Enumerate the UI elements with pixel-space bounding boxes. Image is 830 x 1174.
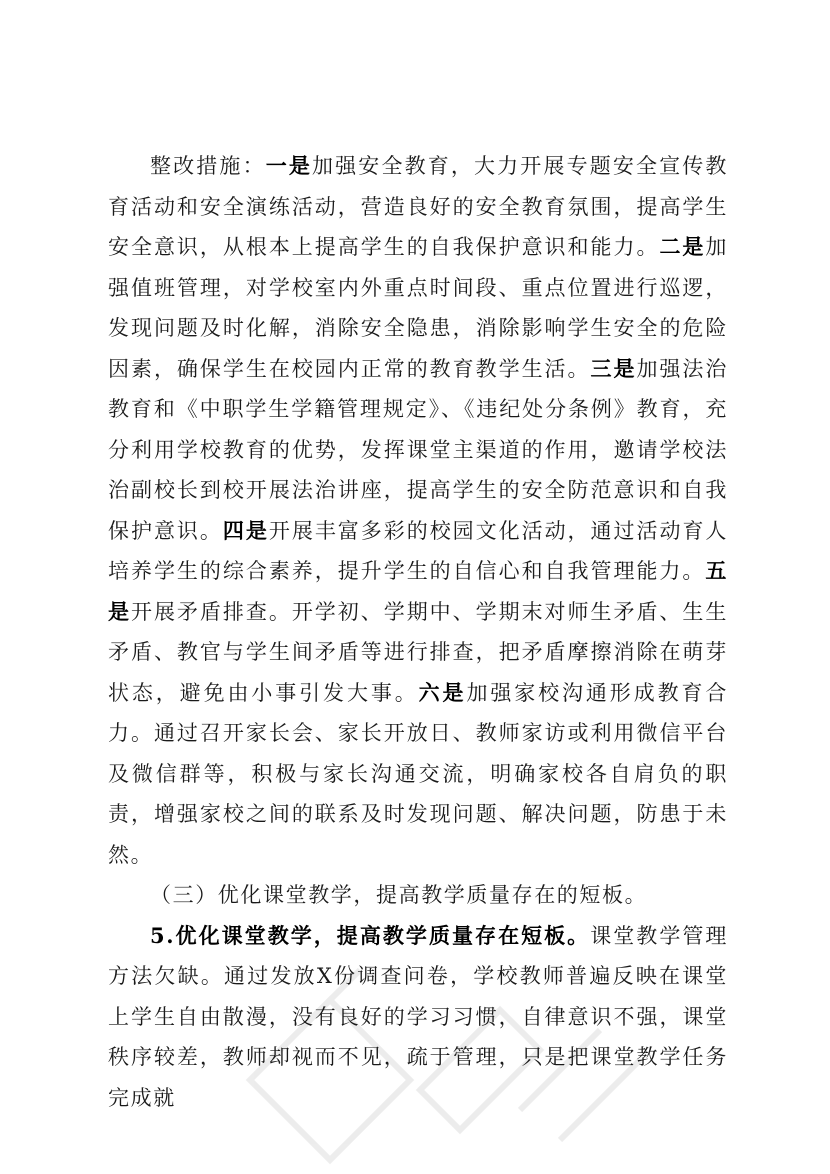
point-two-text: 加强值班管理，对学校室内外重点时间段、重点位置进行巡逻，发现问题及时化解，消除安全隐患，消除影响学生安全的危险因素，确保学生在校园内正常的教育教学生活。 [108,235,728,381]
point-one-text: 加强安全教育，大力开展专题安全宣传教育活动和安全演练活动，营造良好的安全教育氛围，提高学生安全意识，从根本上提高学生的自我保护意识和能力。 [108,154,729,259]
item-five-label: 5.优化课堂教学，提高教学质量存在短板。 [150,922,591,948]
rectification-measures-paragraph [108,146,728,875]
point-one-label: 一是 [265,153,313,178]
point-six-text: 加强家校沟通形成教育合力。通过召开家长会、家长开放日、教师家访或利用微信平台及微信群等，积极与家长沟通交流，明确家校各自肩负的职责，增强家校之间的联系及时发现问题、解决问题，防患于未然。 [108,680,728,867]
point-six-label: 六是 [418,679,467,705]
point-three-label: 三是 [590,355,637,381]
point-two-label: 二是 [659,234,706,259]
point-five-text: 开展矛盾排查。开学初、学期中、学期末对师生矛盾、生生矛盾、教官与学生间矛盾等进行排查，把矛盾摩擦消除在萌芽状态，避免由小事引发大事。 [108,599,728,705]
document-body [108,146,728,1118]
point-three-text: 加强法治教育和《中职学生学籍管理规定》、《违纪处分条例》教育，充分利用学校教育的优势，发挥课堂主渠道的作用，邀请学校法治副校长到校开展法治讲座，提高学生的安全防范意识和自我保护意识。 [108,356,728,543]
point-five-label: 五是 [108,558,728,624]
point-four-text: 开展丰富多彩的校园文化活动，通过活动育人培养学生的综合素养，提升学生的自信心和自我管理能力。 [108,518,729,583]
point-four-label: 四是 [222,517,269,543]
classroom-teaching-paragraph [108,916,728,1119]
section-heading: （三）优化课堂教学，提高教学质量存在的短板。 [150,883,648,907]
item-five-text: 课堂教学管理方法欠缺。通过发放X份调查问卷，学校教师普遍反映在课堂上学生自由散漫，没有良好的学习习惯，自律意识不强，课堂秩序较差，教师却视而不见，疏于管理，只是把课堂教学任务完成就 [108,923,728,1110]
lead-label: 整改措施： [150,154,266,178]
